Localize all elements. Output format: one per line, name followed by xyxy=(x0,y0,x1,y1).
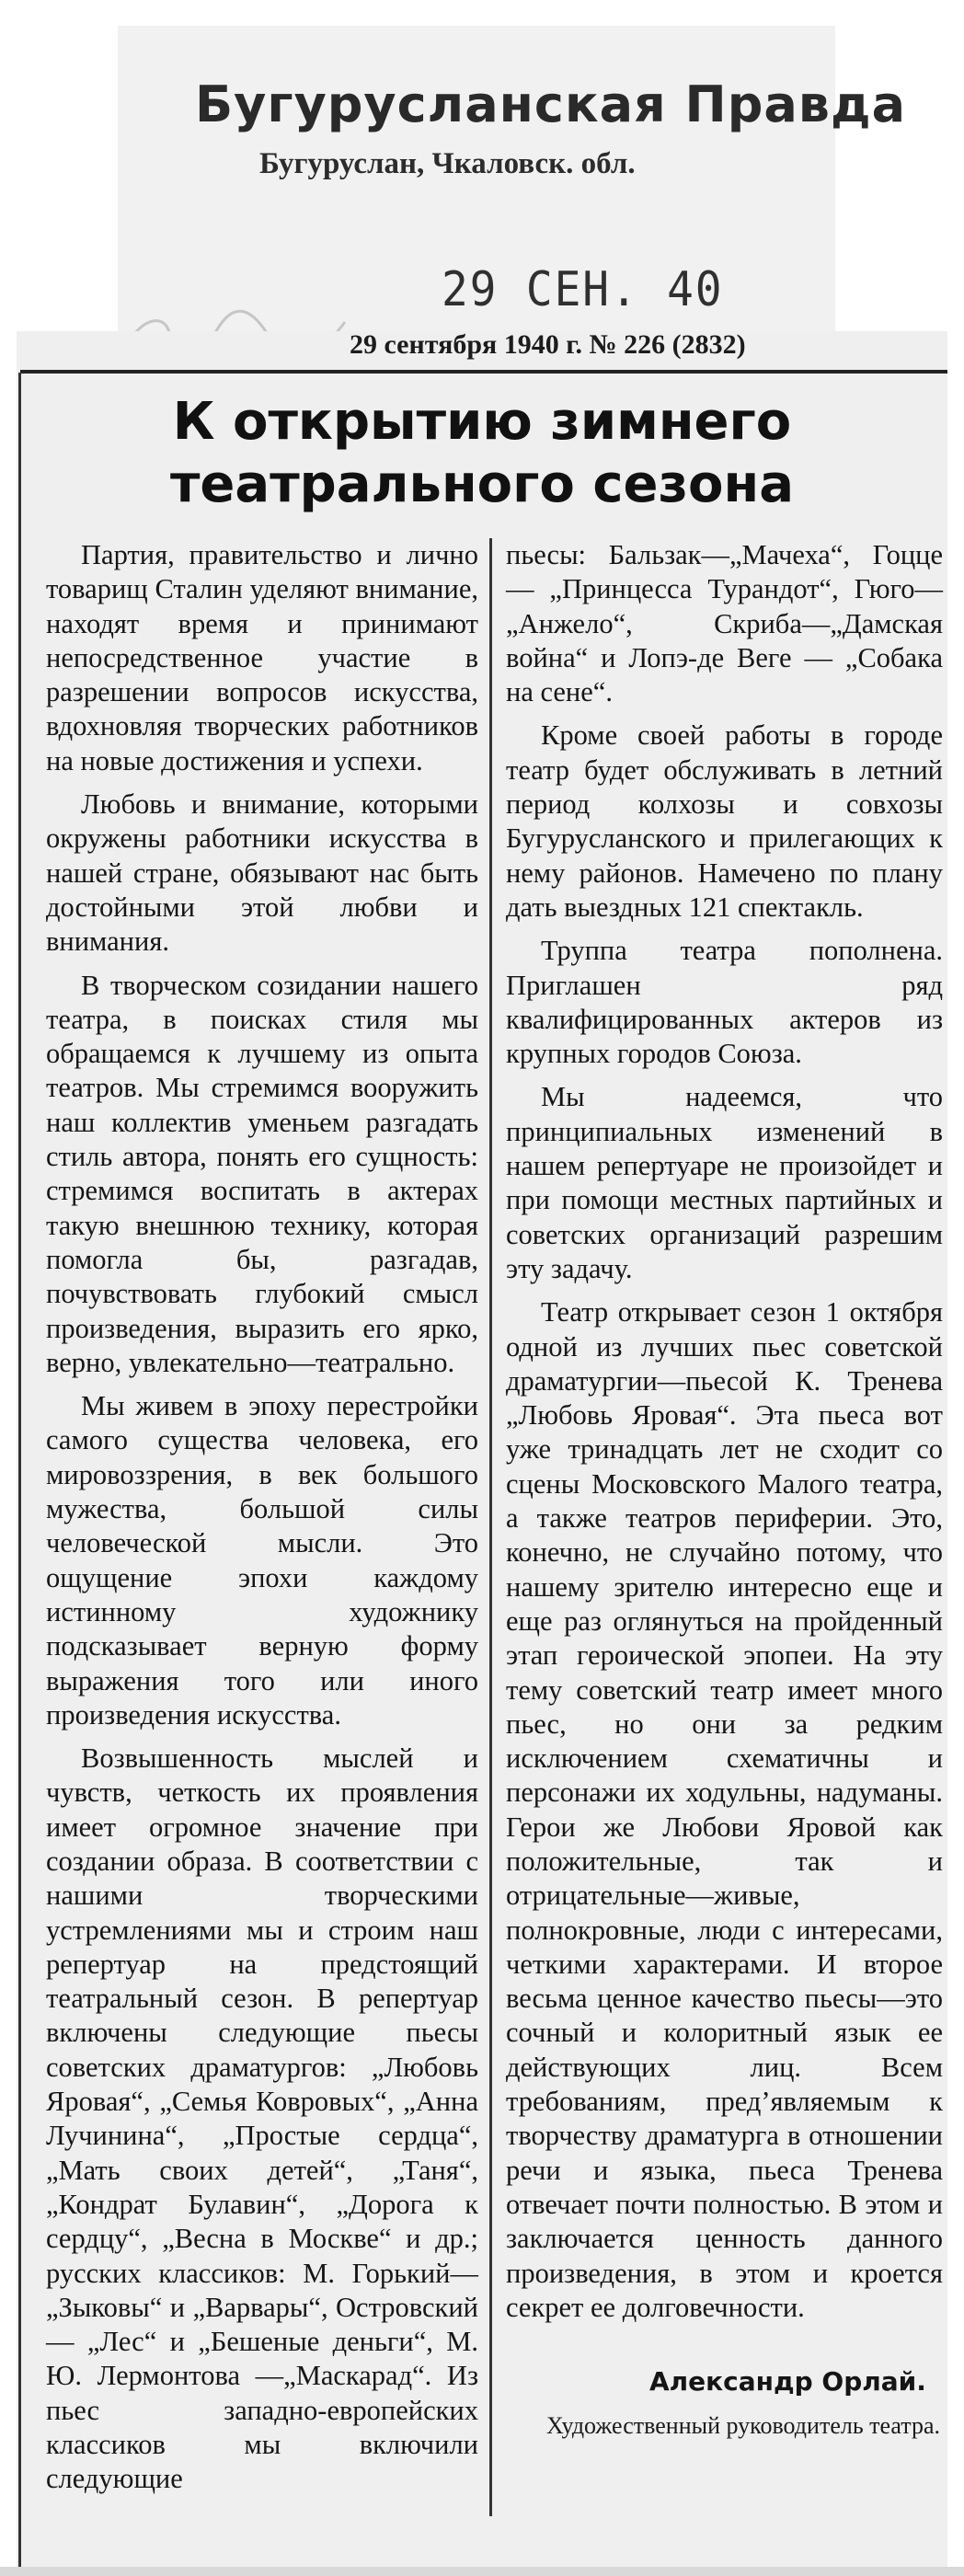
date-stamp: 29 СЕН. 40 xyxy=(442,262,724,317)
left-paragraph-2: Любовь и внимание, которыми окружены работники искусства в нашей стране, обязывают нас быть достойными этой любви и внимания. xyxy=(46,788,478,958)
left-paragraph-5: Возвышенность мыслей и чувств, четкость их проявления имеет огромное значение при создании образа. В соответствии с нашими творческими устремлениями мы и строим наш репертуар на предстоящий театральный сезон. В репертуар включены следующие пьесы советских драматургов: „Любовь Яровая“, „Семья Ковровых“, „Анна Лучинина“, „Простые сердца“, „Мать своих детей“, „Таня“, „Кондрат Булавин“, „Дорога к сердцу“, „Весна в Москве“ и др.; русских классиков: М. Горький—„Зыковы“ и „Варвары“, Островский — „Лес“ и „Бешеные деньги“, М. Ю. Лермонтова —„Маскарад“. Из пьес западно-европейских классиков мы включили следующие xyxy=(46,1742,478,2495)
author-role: Художественный руководитель театра. xyxy=(545,2412,940,2439)
left-paragraph-3: В творческом созидании нашего театра, в поисках стиля мы обращаемся к лучшему из опыта театров. Мы стремимся вооружить наш коллектив уменьем разгадать стиль автора, понять его сущность: стремимся воспитать в актерах такую внешнюю технику, которая помогла бы, разгадав, почувствовать глубокий смысл произведения, выразить его ярко, верно, увлекательно—театрально. xyxy=(46,969,478,1378)
left-paragraph-4: Мы живем в эпоху перестройки самого существа человека, его мировоззрения, в век большого мужества, большой силы человеческой мысли. Это ощущение эпохи каждому истинному художнику подсказывает верную форму выражения того или иного произведения искусства. xyxy=(46,1390,478,1731)
right-paragraph-5: Театр открывает сезон 1 октября одной из лучших пьес советской драматургии—пьесой К. Тренева „Любовь Яровая“. Эта пьеса вот уже тринадцать лет не сходит со сцены Московского Малого театра, а также театров периферии. Это, конечно, не случайно потому, что нашему зрителю интересно еще и еще раз оглянуться на пройденный этап героической эпопеи. На эту тему советский театр имеет много пьес, но они за редким исключением схематичны и персонажи их ходульны, надуманы. Герои же Любови Яровой как положительные, так и отрицательные—живые, полнокровные, люди с интересами, четкими характерами. И второе весьма ценное качество пьесы—это сочный и колоритный язык ее действующих лиц. Всем требованиям, пред’являемым к творчеству драматурга в отношении речи и языка, пьеса Тренева отвечает почти полностью. В этом и заключается ценность данного произведения, в этом и кроется секрет ее долговечности. xyxy=(506,1296,943,2323)
right-paragraph-1: пьесы: Бальзак—„Мачеха“, Гоцце — „Принцесса Турандот“, Гюго—„Анжело“, Скриба—„Дамская война“ и Лопэ-де Веге — „Собака на сене“. xyxy=(506,539,943,708)
article-title-line-1: К открытию зимнего xyxy=(172,392,792,452)
article-right-column xyxy=(506,538,943,2334)
left-border-rule xyxy=(18,373,21,2567)
right-paragraph-2: Кроме своей работы в городе театр будет обслуживать в летний период колхозы и совхозы Бугурусланского и прилегающих к нему районов. Намечено по плану дать выездных 121 спектакль. xyxy=(506,719,943,923)
newspaper-title: Бугурусланская Правда xyxy=(195,75,907,133)
top-rule xyxy=(20,370,947,374)
right-paragraph-3: Труппа театра пополнена. Приглашен ряд квалифицированных актеров из крупных городов Союза. xyxy=(506,935,943,1070)
right-paragraph-4: Мы надеемся, что принципиальных изменений в нашем репертуаре не произойдет и при помощи местных партийных и советских организаций разрешим эту задачу. xyxy=(506,1081,943,1284)
article-author: Александр Орлай. xyxy=(649,2366,926,2397)
newspaper-location: Бугуруслан, Чкаловск. обл. xyxy=(259,147,636,180)
left-paragraph-1: Партия, правительство и лично товарищ Сталин уделяют внимание, находят время и принимают непосредственное участие в разрешении вопросов искусства, вдохновляя творческих работников на новые достижения и успехи. xyxy=(46,539,478,776)
column-divider xyxy=(489,538,492,2516)
article-left-column xyxy=(46,538,478,2506)
article-title xyxy=(22,391,942,516)
scan-edge xyxy=(0,2567,964,2576)
article-title-line-2: театрального сезона xyxy=(169,454,795,514)
issue-date-number: 29 сентября 1940 г. № 226 (2832) xyxy=(350,329,746,360)
